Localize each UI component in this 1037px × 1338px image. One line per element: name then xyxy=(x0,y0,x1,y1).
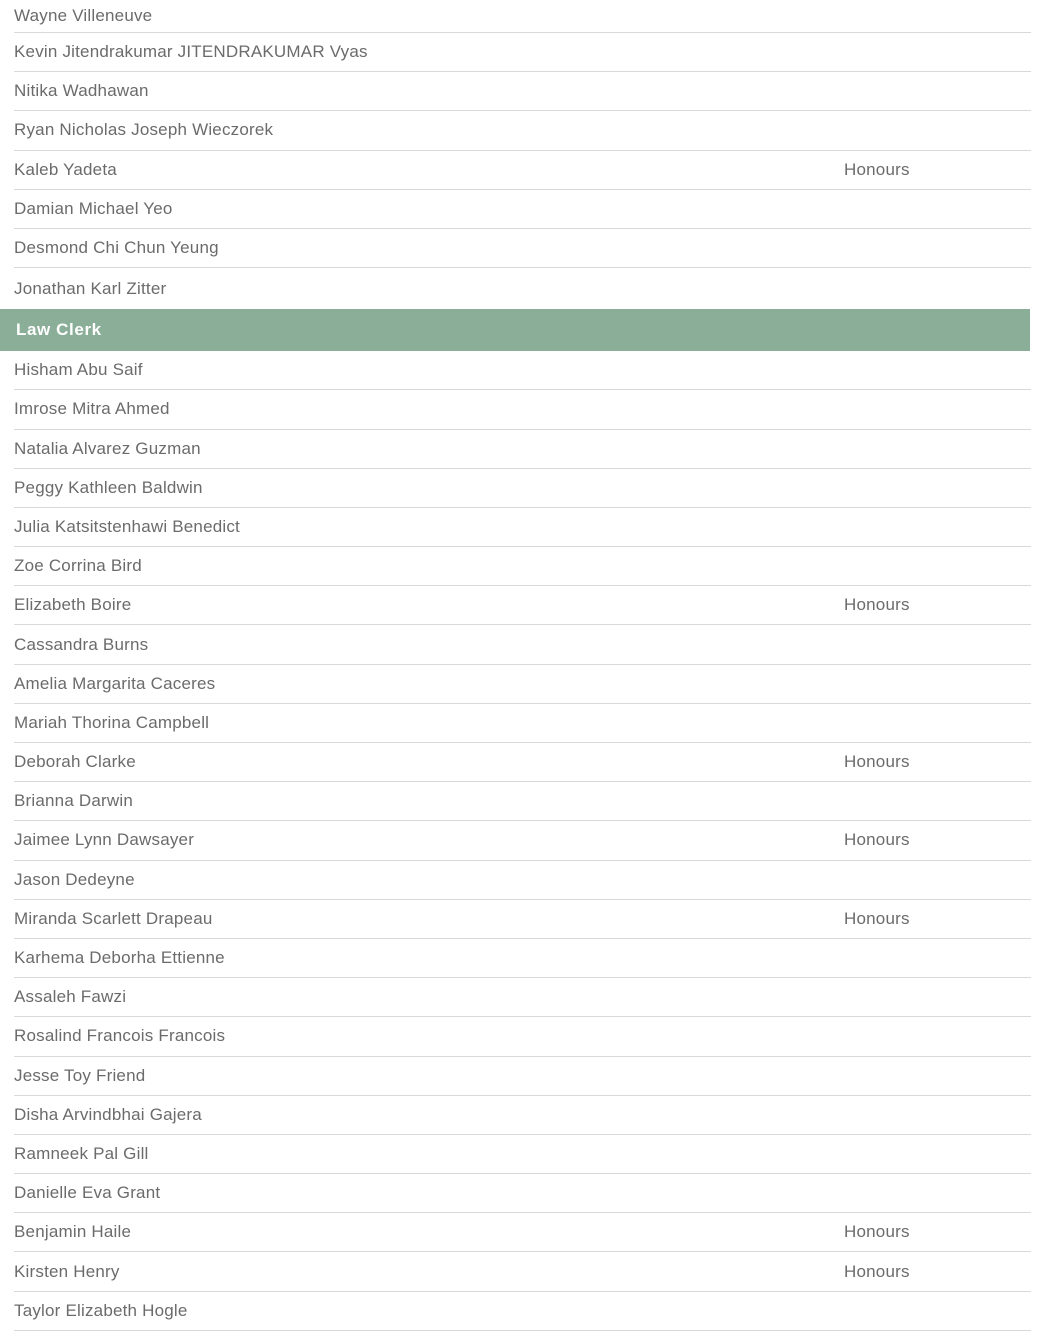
list-item xyxy=(14,1252,1031,1291)
graduate-name: Mariah Thorina Campbell xyxy=(14,712,210,732)
graduate-name: Deborah Clarke xyxy=(14,752,136,772)
list-item xyxy=(14,351,1031,390)
section-title: Law Clerk xyxy=(16,320,102,340)
list-item xyxy=(14,743,1031,782)
list-item xyxy=(14,151,1031,190)
list-item xyxy=(14,72,1031,111)
graduate-name: Taylor Elizabeth Hogle xyxy=(14,1300,188,1320)
list-item xyxy=(14,1017,1031,1056)
graduate-name: Assaleh Fawzi xyxy=(14,987,127,1007)
list-item xyxy=(14,900,1031,939)
list-item xyxy=(14,469,1031,508)
list-item xyxy=(14,268,1031,309)
list-item xyxy=(14,782,1031,821)
graduate-name: Rosalind Francois Francois xyxy=(14,1026,226,1046)
graduate-name: Elizabeth Boire xyxy=(14,595,132,615)
list-item xyxy=(14,390,1031,429)
list-item xyxy=(14,1135,1031,1174)
graduate-name: Wayne Villeneuve xyxy=(14,6,153,25)
graduate-name: Brianna Darwin xyxy=(14,791,134,811)
list-item xyxy=(14,111,1031,150)
list-item xyxy=(14,33,1031,72)
honours-label: Honours xyxy=(844,830,910,850)
graduate-name: Nitika Wadhawan xyxy=(14,81,149,101)
graduate-name: Kaleb Yadeta xyxy=(14,159,117,179)
graduate-name: Karhema Deborha Ettienne xyxy=(14,948,225,968)
graduate-name: Danielle Eva Grant xyxy=(14,1183,161,1203)
list-item xyxy=(14,704,1031,743)
section-header-law-clerk xyxy=(0,309,1030,351)
graduate-name: Ryan Nicholas Joseph Wieczorek xyxy=(14,120,274,140)
graduate-name: Peggy Kathleen Baldwin xyxy=(14,477,203,497)
graduate-name: Natalia Alvarez Guzman xyxy=(14,438,201,458)
list-item xyxy=(14,1292,1031,1331)
list-item xyxy=(14,821,1031,860)
list-item xyxy=(14,861,1031,900)
graduate-name: Cassandra Burns xyxy=(14,634,149,654)
honours-label: Honours xyxy=(844,908,910,928)
honours-label: Honours xyxy=(844,1261,910,1281)
graduate-name: Amelia Margarita Caceres xyxy=(14,673,216,693)
list-item xyxy=(14,1213,1031,1252)
list-item xyxy=(14,586,1031,625)
graduate-name: Damian Michael Yeo xyxy=(14,198,173,218)
graduate-name: Jesse Toy Friend xyxy=(14,1065,146,1085)
list-item xyxy=(14,939,1031,978)
graduate-name: Miranda Scarlett Drapeau xyxy=(14,908,213,928)
list-item xyxy=(14,1174,1031,1213)
honours-label: Honours xyxy=(844,595,910,615)
list-item xyxy=(14,430,1031,469)
graduate-name: Benjamin Haile xyxy=(14,1222,132,1242)
honours-label: Honours xyxy=(844,752,910,772)
list-item xyxy=(14,508,1031,547)
graduate-name: Imrose Mitra Ahmed xyxy=(14,399,170,419)
graduate-name: Hisham Abu Saif xyxy=(14,360,143,380)
graduate-name: Jonathan Karl Zitter xyxy=(14,278,167,298)
list-item xyxy=(14,1057,1031,1096)
graduate-name: Kirsten Henry xyxy=(14,1261,120,1281)
honours-label: Honours xyxy=(844,1222,910,1242)
graduate-name: Kevin Jitendrakumar JITENDRAKUMAR Vyas xyxy=(14,42,368,62)
graduate-name: Julia Katsitstenhawi Benedict xyxy=(14,516,240,536)
graduate-name: Zoe Corrina Bird xyxy=(14,556,142,576)
list-item xyxy=(14,665,1031,704)
graduate-name: Jaimee Lynn Dawsayer xyxy=(14,830,195,850)
honours-label: Honours xyxy=(844,159,910,179)
graduate-name: Ramneek Pal Gill xyxy=(14,1143,149,1163)
graduate-name: Jason Dedeyne xyxy=(14,869,135,889)
list-item xyxy=(14,0,1031,33)
list-item xyxy=(14,625,1031,664)
list-item xyxy=(14,1096,1031,1135)
graduate-name: Disha Arvindbhai Gajera xyxy=(14,1104,202,1124)
list-item xyxy=(14,229,1031,268)
list-item xyxy=(14,190,1031,229)
list-item xyxy=(14,547,1031,586)
list-item xyxy=(14,978,1031,1017)
graduate-name: Desmond Chi Chun Yeung xyxy=(14,238,219,258)
